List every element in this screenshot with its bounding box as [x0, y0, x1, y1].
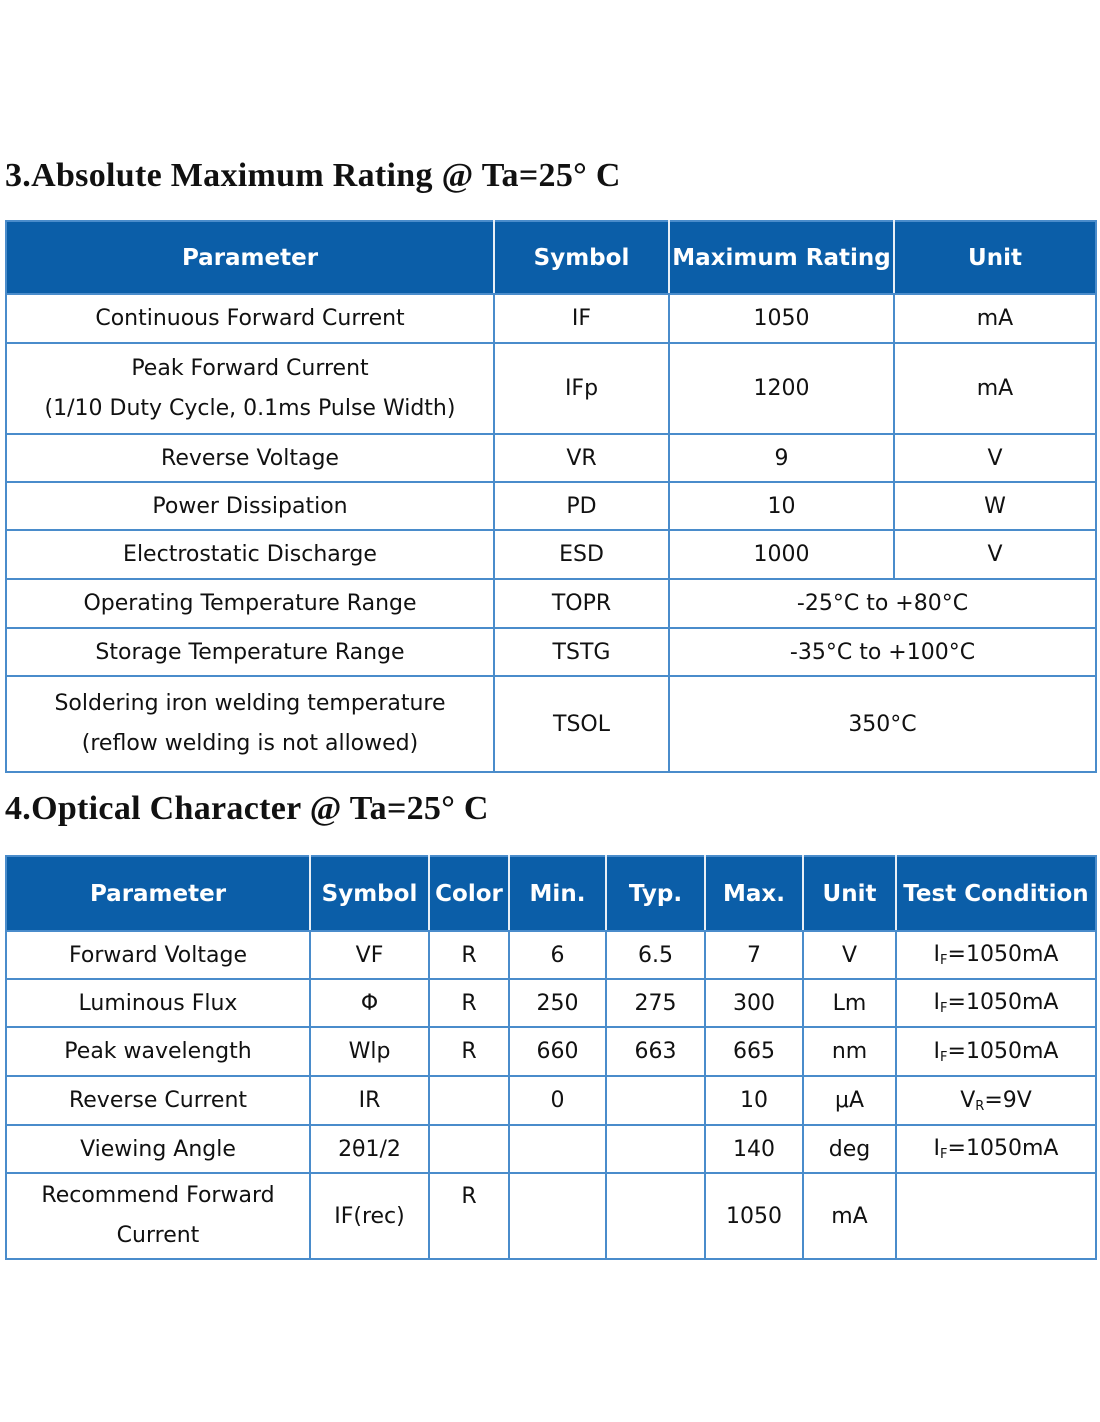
unit-cell: Lm — [803, 979, 896, 1027]
unit-cell: V — [894, 434, 1096, 482]
cond-value: =9V — [984, 1087, 1032, 1113]
table-row — [6, 579, 1096, 628]
table-row — [6, 343, 1096, 434]
parameter-cell — [6, 628, 494, 676]
rating-cell: 10 — [669, 482, 894, 530]
cond-value: =1050mA — [947, 1038, 1059, 1064]
symbol-cell: ESD — [494, 530, 669, 579]
header-row — [6, 856, 1096, 931]
min-cell: 6 — [509, 931, 606, 979]
color-cell: R — [429, 1027, 509, 1076]
header-row — [6, 221, 1096, 294]
column-header: Parameter — [6, 856, 310, 931]
table-row — [6, 676, 1096, 772]
test-condition-cell — [896, 1125, 1096, 1173]
absolute-maximum-rating-table — [5, 220, 1097, 773]
test-condition-cell — [896, 1173, 1096, 1259]
typ-cell — [606, 1125, 705, 1173]
column-header: Symbol — [310, 856, 429, 931]
column-header: Test Condition — [896, 856, 1096, 931]
parameter-name: Electrostatic Discharge — [123, 542, 377, 567]
symbol-cell: Wlp — [310, 1027, 429, 1076]
column-header: Min. — [509, 856, 606, 931]
typ-cell — [606, 1173, 705, 1259]
rating-cell: 350°C — [669, 676, 1096, 772]
parameter-cell — [6, 676, 494, 772]
parameter-name: Continuous Forward Current — [95, 306, 405, 331]
cond-value: =1050mA — [947, 942, 1059, 967]
max-cell: 140 — [705, 1125, 803, 1173]
parameter-cell — [6, 579, 494, 628]
unit-cell: W — [894, 482, 1096, 530]
parameter-name: Soldering iron welding temperature — [54, 691, 446, 716]
max-cell: 10 — [705, 1076, 803, 1125]
table-row — [6, 530, 1096, 579]
parameter-cell: Recommend Forward Current — [6, 1173, 310, 1259]
parameter-name: Peak Forward Current — [131, 355, 369, 381]
cond-value: =1050mA — [947, 1136, 1059, 1161]
parameter-cell: Forward Voltage — [6, 931, 310, 979]
table-row — [6, 1076, 1096, 1125]
parameter-cell: Reverse Current — [6, 1076, 310, 1125]
min-cell: 0 — [509, 1076, 606, 1125]
symbol-cell: IR — [310, 1076, 429, 1125]
parameter-cell: Luminous Flux — [6, 979, 310, 1027]
table-row — [6, 1173, 1096, 1259]
unit-cell: mA — [803, 1173, 896, 1259]
table-row — [6, 434, 1096, 482]
unit-cell: mA — [894, 343, 1096, 434]
rating-cell: 1200 — [669, 343, 894, 434]
parameter-name: Power Dissipation — [152, 493, 348, 519]
color-cell — [429, 1125, 509, 1173]
column-header: Max. — [705, 856, 803, 931]
rating-cell: 9 — [669, 434, 894, 482]
parameter-cell — [6, 434, 494, 482]
parameter-note: (1/10 Duty Cycle, 0.1ms Pulse Width) — [44, 395, 456, 421]
section-3-title: 3.Absolute Maximum Rating @ Ta=25° C — [5, 157, 621, 194]
max-cell: 7 — [705, 931, 803, 979]
column-header: Unit — [803, 856, 896, 931]
test-condition-cell — [896, 979, 1096, 1027]
min-cell: 660 — [509, 1027, 606, 1076]
rating-cell: 1000 — [669, 530, 894, 579]
cond-symbol: I — [933, 1038, 941, 1064]
table-row — [6, 1027, 1096, 1076]
parameter-cell — [6, 294, 494, 343]
typ-cell: 275 — [606, 979, 705, 1027]
typ-cell: 6.5 — [606, 931, 705, 979]
symbol-cell: Φ — [310, 979, 429, 1027]
table-row — [6, 294, 1096, 343]
column-header: Parameter — [6, 221, 494, 294]
rating-cell: 1050 — [669, 294, 894, 343]
column-header: Color — [429, 856, 509, 931]
cond-symbol: I — [933, 1136, 941, 1161]
unit-cell: V — [894, 530, 1096, 579]
section-4-title: 4.Optical Character @ Ta=25° C — [5, 790, 489, 827]
unit-cell: deg — [803, 1125, 896, 1173]
cond-symbol: I — [933, 942, 941, 967]
column-header: Typ. — [606, 856, 705, 931]
cond-subscript: F — [940, 1001, 948, 1016]
rating-cell: -35°C to +100°C — [669, 628, 1096, 676]
column-header: Symbol — [494, 221, 669, 294]
color-cell: R — [429, 979, 509, 1027]
symbol-cell: PD — [494, 482, 669, 530]
cond-subscript: F — [940, 1147, 948, 1162]
min-cell: 250 — [509, 979, 606, 1027]
test-condition-cell — [896, 931, 1096, 979]
cond-subscript: F — [940, 953, 948, 968]
cond-value: =1050mA — [947, 990, 1059, 1015]
test-condition-cell — [896, 1027, 1096, 1076]
parameter-name: Reverse Voltage — [161, 445, 339, 471]
table-row — [6, 1125, 1096, 1173]
typ-cell — [606, 1076, 705, 1125]
symbol-cell: VF — [310, 931, 429, 979]
color-cell — [429, 1076, 509, 1125]
parameter-cell — [6, 530, 494, 579]
symbol-cell: TOPR — [494, 579, 669, 628]
symbol-cell: IF(rec) — [310, 1173, 429, 1259]
parameter-name: Operating Temperature Range — [83, 591, 417, 616]
optical-character-table — [5, 855, 1097, 1260]
unit-cell: V — [803, 931, 896, 979]
symbol-cell: IF — [494, 294, 669, 343]
parameter-name: Storage Temperature Range — [95, 639, 405, 665]
cond-subscript: F — [940, 1049, 948, 1065]
symbol-cell: VR — [494, 434, 669, 482]
parameter-note: (reflow welding is not allowed) — [81, 731, 419, 756]
min-cell — [509, 1173, 606, 1259]
cond-symbol: I — [933, 990, 941, 1015]
typ-cell: 663 — [606, 1027, 705, 1076]
max-cell: 300 — [705, 979, 803, 1027]
table-row — [6, 628, 1096, 676]
parameter-cell — [6, 343, 494, 434]
symbol-cell: 2θ1/2 — [310, 1125, 429, 1173]
max-cell: 665 — [705, 1027, 803, 1076]
parameter-cell — [6, 482, 494, 530]
table-row — [6, 979, 1096, 1027]
min-cell — [509, 1125, 606, 1173]
column-header: Unit — [894, 221, 1096, 294]
cond-symbol: V — [960, 1087, 976, 1113]
symbol-cell: TSTG — [494, 628, 669, 676]
unit-cell: mA — [894, 294, 1096, 343]
rating-cell: -25°C to +80°C — [669, 579, 1096, 628]
cond-subscript: R — [975, 1098, 985, 1114]
parameter-cell: Viewing Angle — [6, 1125, 310, 1173]
column-header: Maximum Rating — [669, 221, 894, 294]
unit-cell: μA — [803, 1076, 896, 1125]
max-cell: 1050 — [705, 1173, 803, 1259]
table-row — [6, 931, 1096, 979]
color-cell: R — [429, 931, 509, 979]
test-condition-cell — [896, 1076, 1096, 1125]
symbol-cell: TSOL — [494, 676, 669, 772]
color-cell: R — [429, 1173, 509, 1259]
symbol-cell: IFp — [494, 343, 669, 434]
unit-cell: nm — [803, 1027, 896, 1076]
parameter-cell: Peak wavelength — [6, 1027, 310, 1076]
table-row — [6, 482, 1096, 530]
